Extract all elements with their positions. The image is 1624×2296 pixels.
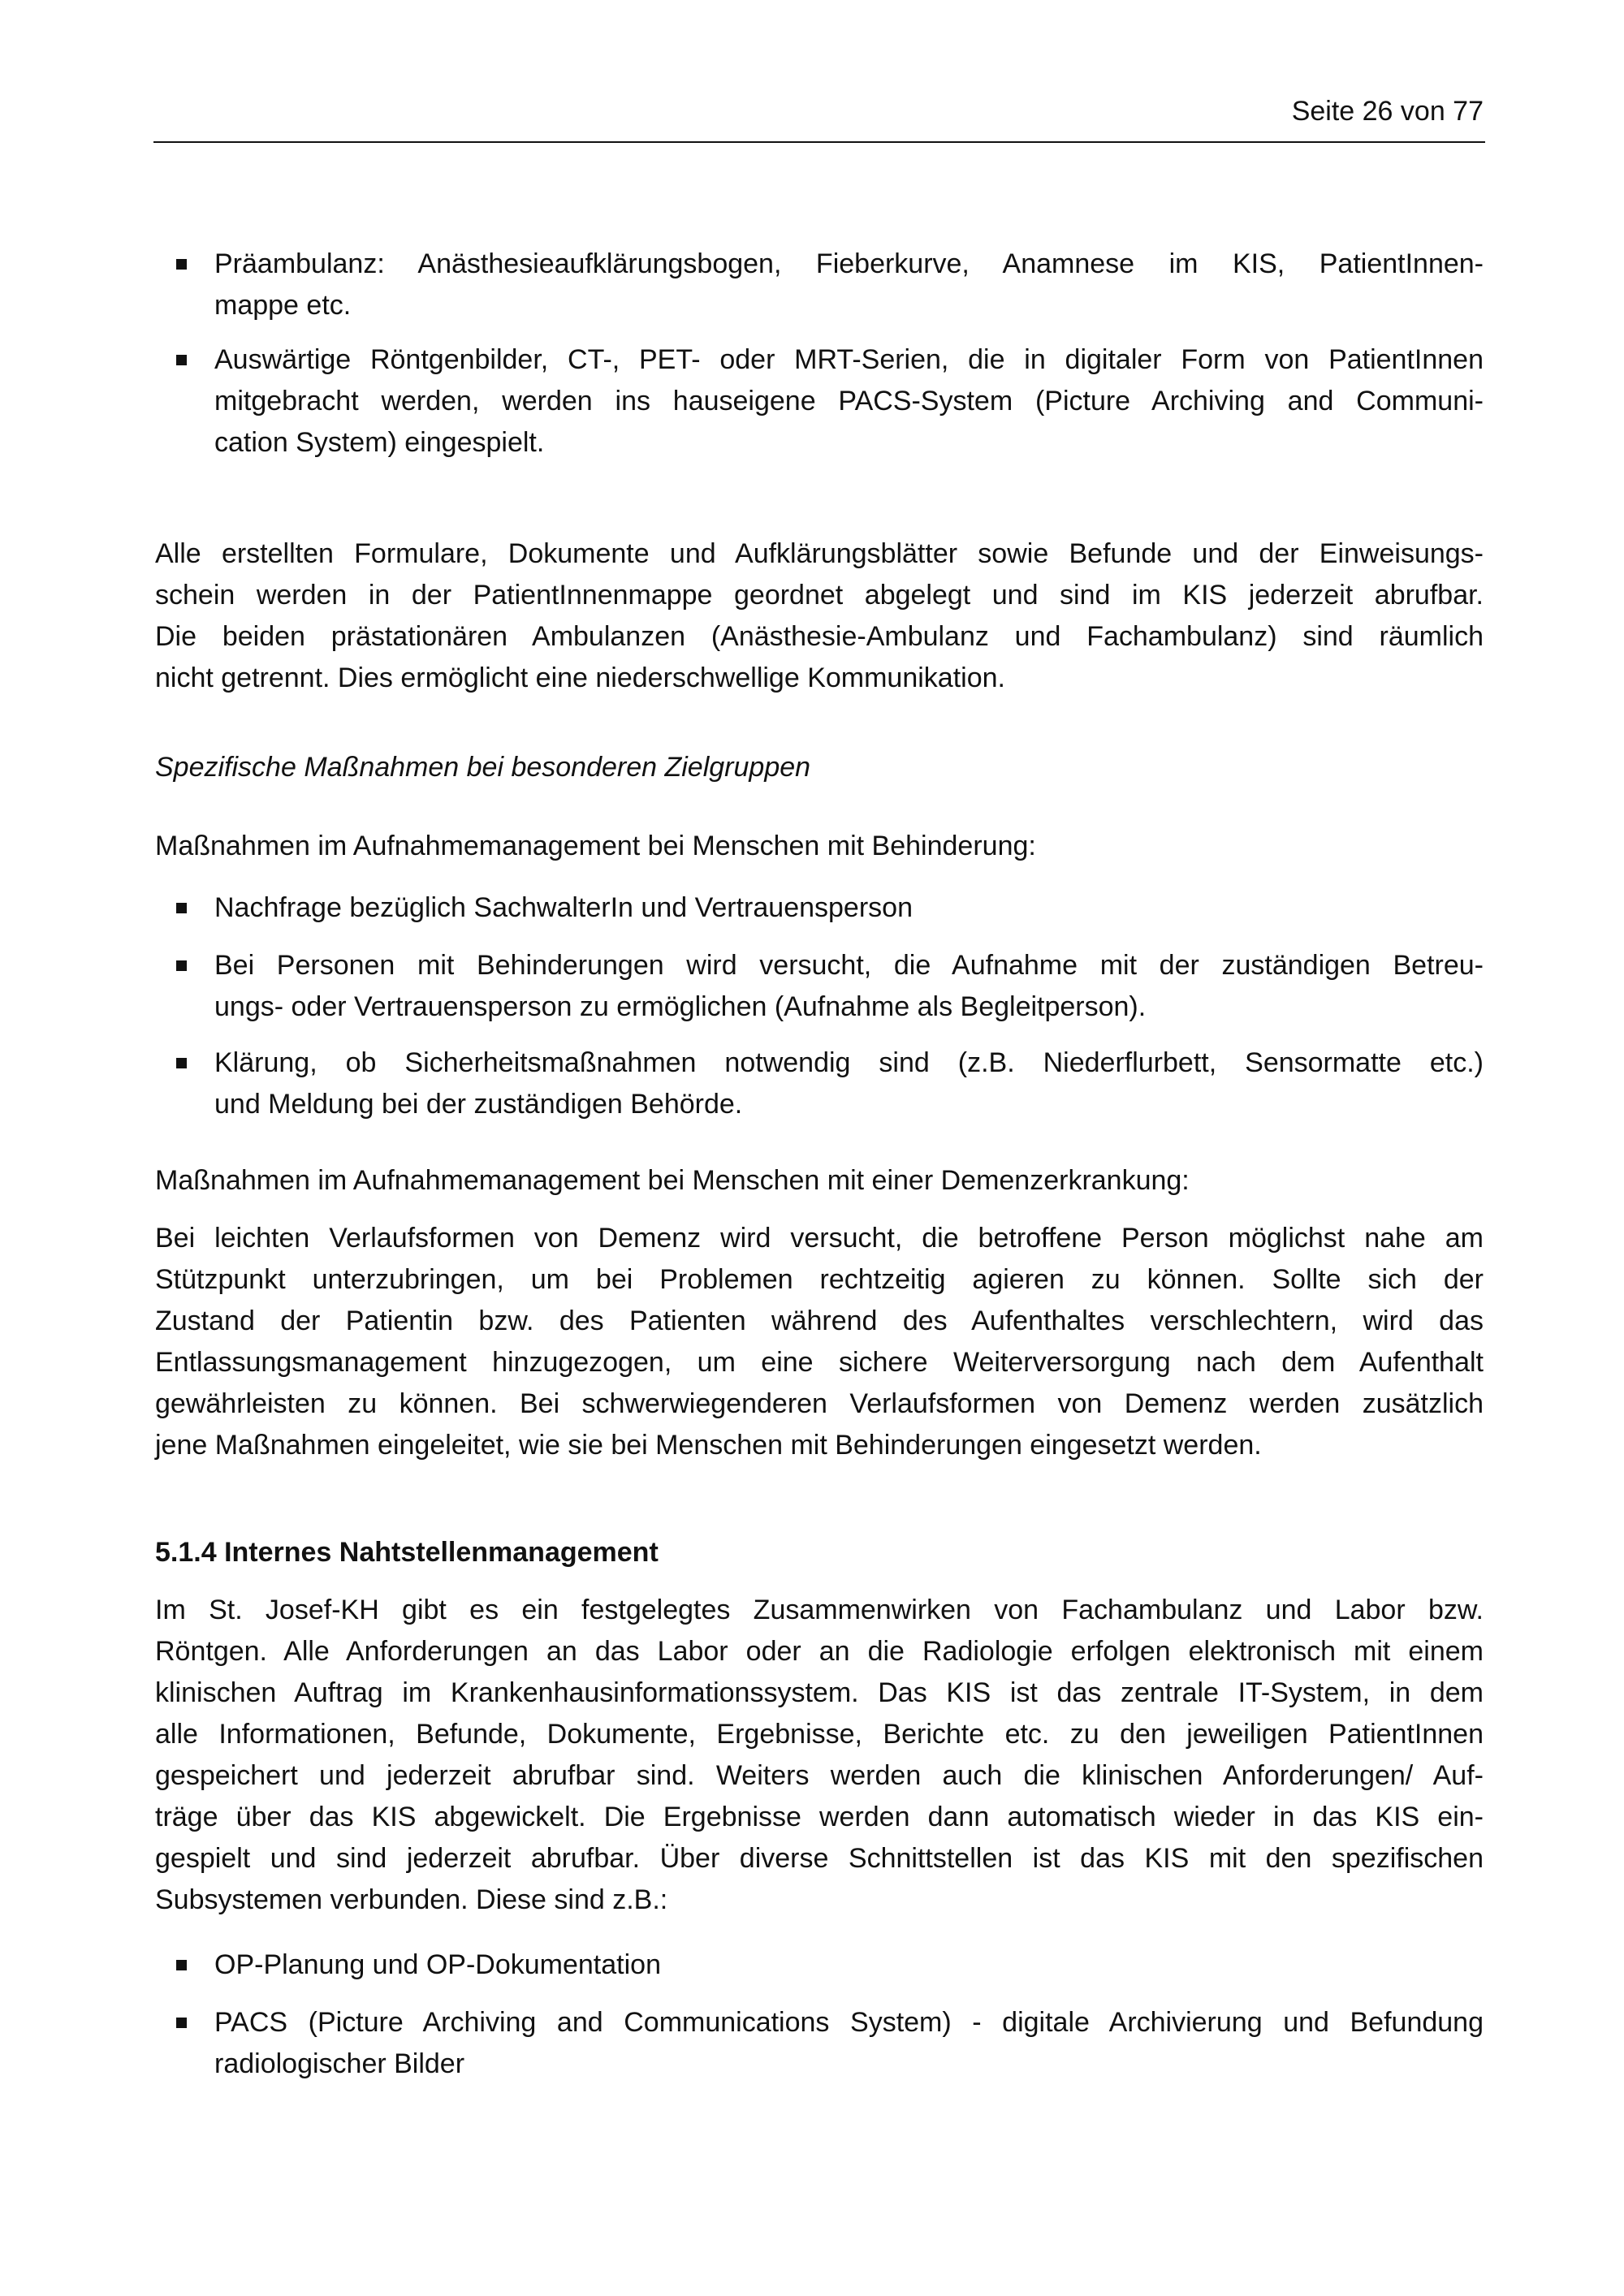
header-divider (153, 141, 1485, 143)
bullet-item (214, 945, 1484, 1028)
paragraph (155, 1160, 1484, 1202)
text-line: Spezifische Maßnahmen bei besonderen Zielgruppen (155, 752, 811, 783)
text-line: und Meldung bei der zuständigen Behörde. (214, 1089, 743, 1120)
paragraph (155, 1218, 1484, 1466)
paragraph (155, 1590, 1484, 1921)
bullet-item (214, 339, 1484, 464)
paragraph (155, 826, 1484, 867)
text-line: OP-Planung und OP-Dokumentation (214, 1949, 661, 1980)
text-line: Röntgen. Alle Anforderungen an das Labor oder an die Radiologie erfolgen elektronisch mit einem (155, 1636, 1484, 1667)
text-line: Maßnahmen im Aufnahmemanagement bei Menschen mit Behinderung: (155, 831, 1036, 861)
section-heading (155, 1532, 1484, 1573)
text-line: jene Maßnahmen eingeleitet, wie sie bei Menschen mit Behinderungen eingesetzt werden. (155, 1430, 1262, 1461)
text-line: mitgebracht werden, werden ins hauseigene PACS-System (Picture Archiving and Communi- (214, 386, 1484, 416)
square-bullet-icon (176, 1058, 187, 1068)
text-line: Maßnahmen im Aufnahmemanagement bei Menschen mit einer Demenzerkrankung: (155, 1165, 1190, 1196)
subheading (155, 747, 1484, 788)
text-line: nicht getrennt. Dies ermöglicht eine niederschwellige Kommunikation. (155, 662, 1005, 693)
square-bullet-icon (176, 2018, 187, 2028)
text-line: Klärung, ob Sicherheitsmaßnahmen notwendig sind (z.B. Niederflurbett, Sensormatte etc.) (214, 1047, 1484, 1078)
square-bullet-icon (176, 355, 187, 365)
text-line: Auswärtige Röntgenbilder, CT-, PET- oder MRT-Serien, die in digitaler Form von PatientInnen (214, 344, 1484, 375)
text-line: 5.1.4 Internes Nahtstellenmanagement (155, 1537, 659, 1568)
text-line: klinischen Auftrag im Krankenhausinformationssystem. Das KIS ist das zentrale IT-System, in dem (155, 1677, 1484, 1708)
text-line: PACS (Picture Archiving and Communications System) - digitale Archivierung und Befundung (214, 2007, 1484, 2038)
bullet-item (214, 1944, 1484, 1986)
text-line: alle Informationen, Befunde, Dokumente, Ergebnisse, Berichte etc. zu den jeweiligen PatientInnen (155, 1719, 1484, 1750)
text-line: ungs- oder Vertrauensperson zu ermöglichen (Aufnahme als Begleitperson). (214, 991, 1147, 1022)
page-number: Seite 26 von 77 (1291, 96, 1484, 127)
text-line: radiologischer Bilder (214, 2048, 465, 2079)
text-line: gewährleisten zu können. Bei schwerwiegenderen Verlaufsformen von Demenz werden zusätzlich (155, 1388, 1484, 1419)
bullet-item (214, 2002, 1484, 2085)
text-line: schein werden in der PatientInnenmappe geordnet abgelegt und sind im KIS jederzeit abrufbar. (155, 580, 1484, 611)
bullet-item (214, 887, 1484, 929)
text-line: Bei Personen mit Behinderungen wird versucht, die Aufnahme mit der zuständigen Betreu- (214, 950, 1484, 981)
text-line: Präambulanz: Anästhesieaufklärungsbogen, Fieberkurve, Anamnese im KIS, PatientInnen- (214, 248, 1484, 279)
text-line: Im St. Josef-KH gibt es ein festgelegtes Zusammenwirken von Fachambulanz und Labor bzw. (155, 1595, 1484, 1625)
text-line: Bei leichten Verlaufsformen von Demenz wird versucht, die betroffene Person möglichst nahe am (155, 1223, 1484, 1254)
bullet-item (214, 244, 1484, 326)
square-bullet-icon (176, 960, 187, 971)
text-line: cation System) eingespielt. (214, 427, 545, 458)
text-line: Subsystemen verbunden. Diese sind z.B.: (155, 1884, 668, 1915)
square-bullet-icon (176, 903, 187, 913)
text-line: Zustand der Patientin bzw. des Patienten während des Aufenthaltes verschlechtern, wird das (155, 1306, 1484, 1336)
text-line: träge über das KIS abgewickelt. Die Ergebnisse werden dann automatisch wieder in das KIS ein- (155, 1802, 1484, 1832)
text-line: mappe etc. (214, 290, 352, 321)
text-line: gespeichert und jederzeit abrufbar sind. Weiters werden auch die klinischen Anforderungen/ Auf- (155, 1760, 1484, 1791)
text-line: Alle erstellten Formulare, Dokumente und Aufklärungsblätter sowie Befunde und der Einweisungs- (155, 538, 1484, 569)
text-line: Nachfrage bezüglich SachwalterIn und Vertrauensperson (214, 892, 913, 923)
text-line: gespielt und sind jederzeit abrufbar. Über diverse Schnittstellen ist das KIS mit den spezifischen (155, 1843, 1484, 1874)
paragraph (155, 533, 1484, 699)
square-bullet-icon (176, 259, 187, 270)
text-line: Die beiden prästationären Ambulanzen (Anästhesie-Ambulanz und Fachambulanz) sind räumlich (155, 621, 1484, 652)
bullet-item (214, 1042, 1484, 1125)
square-bullet-icon (176, 1960, 187, 1970)
text-line: Stützpunkt unterzubringen, um bei Problemen rechtzeitig agieren zu können. Sollte sich der (155, 1264, 1484, 1295)
text-line: Entlassungsmanagement hinzugezogen, um eine sichere Weiterversorgung nach dem Aufenthalt (155, 1347, 1484, 1378)
